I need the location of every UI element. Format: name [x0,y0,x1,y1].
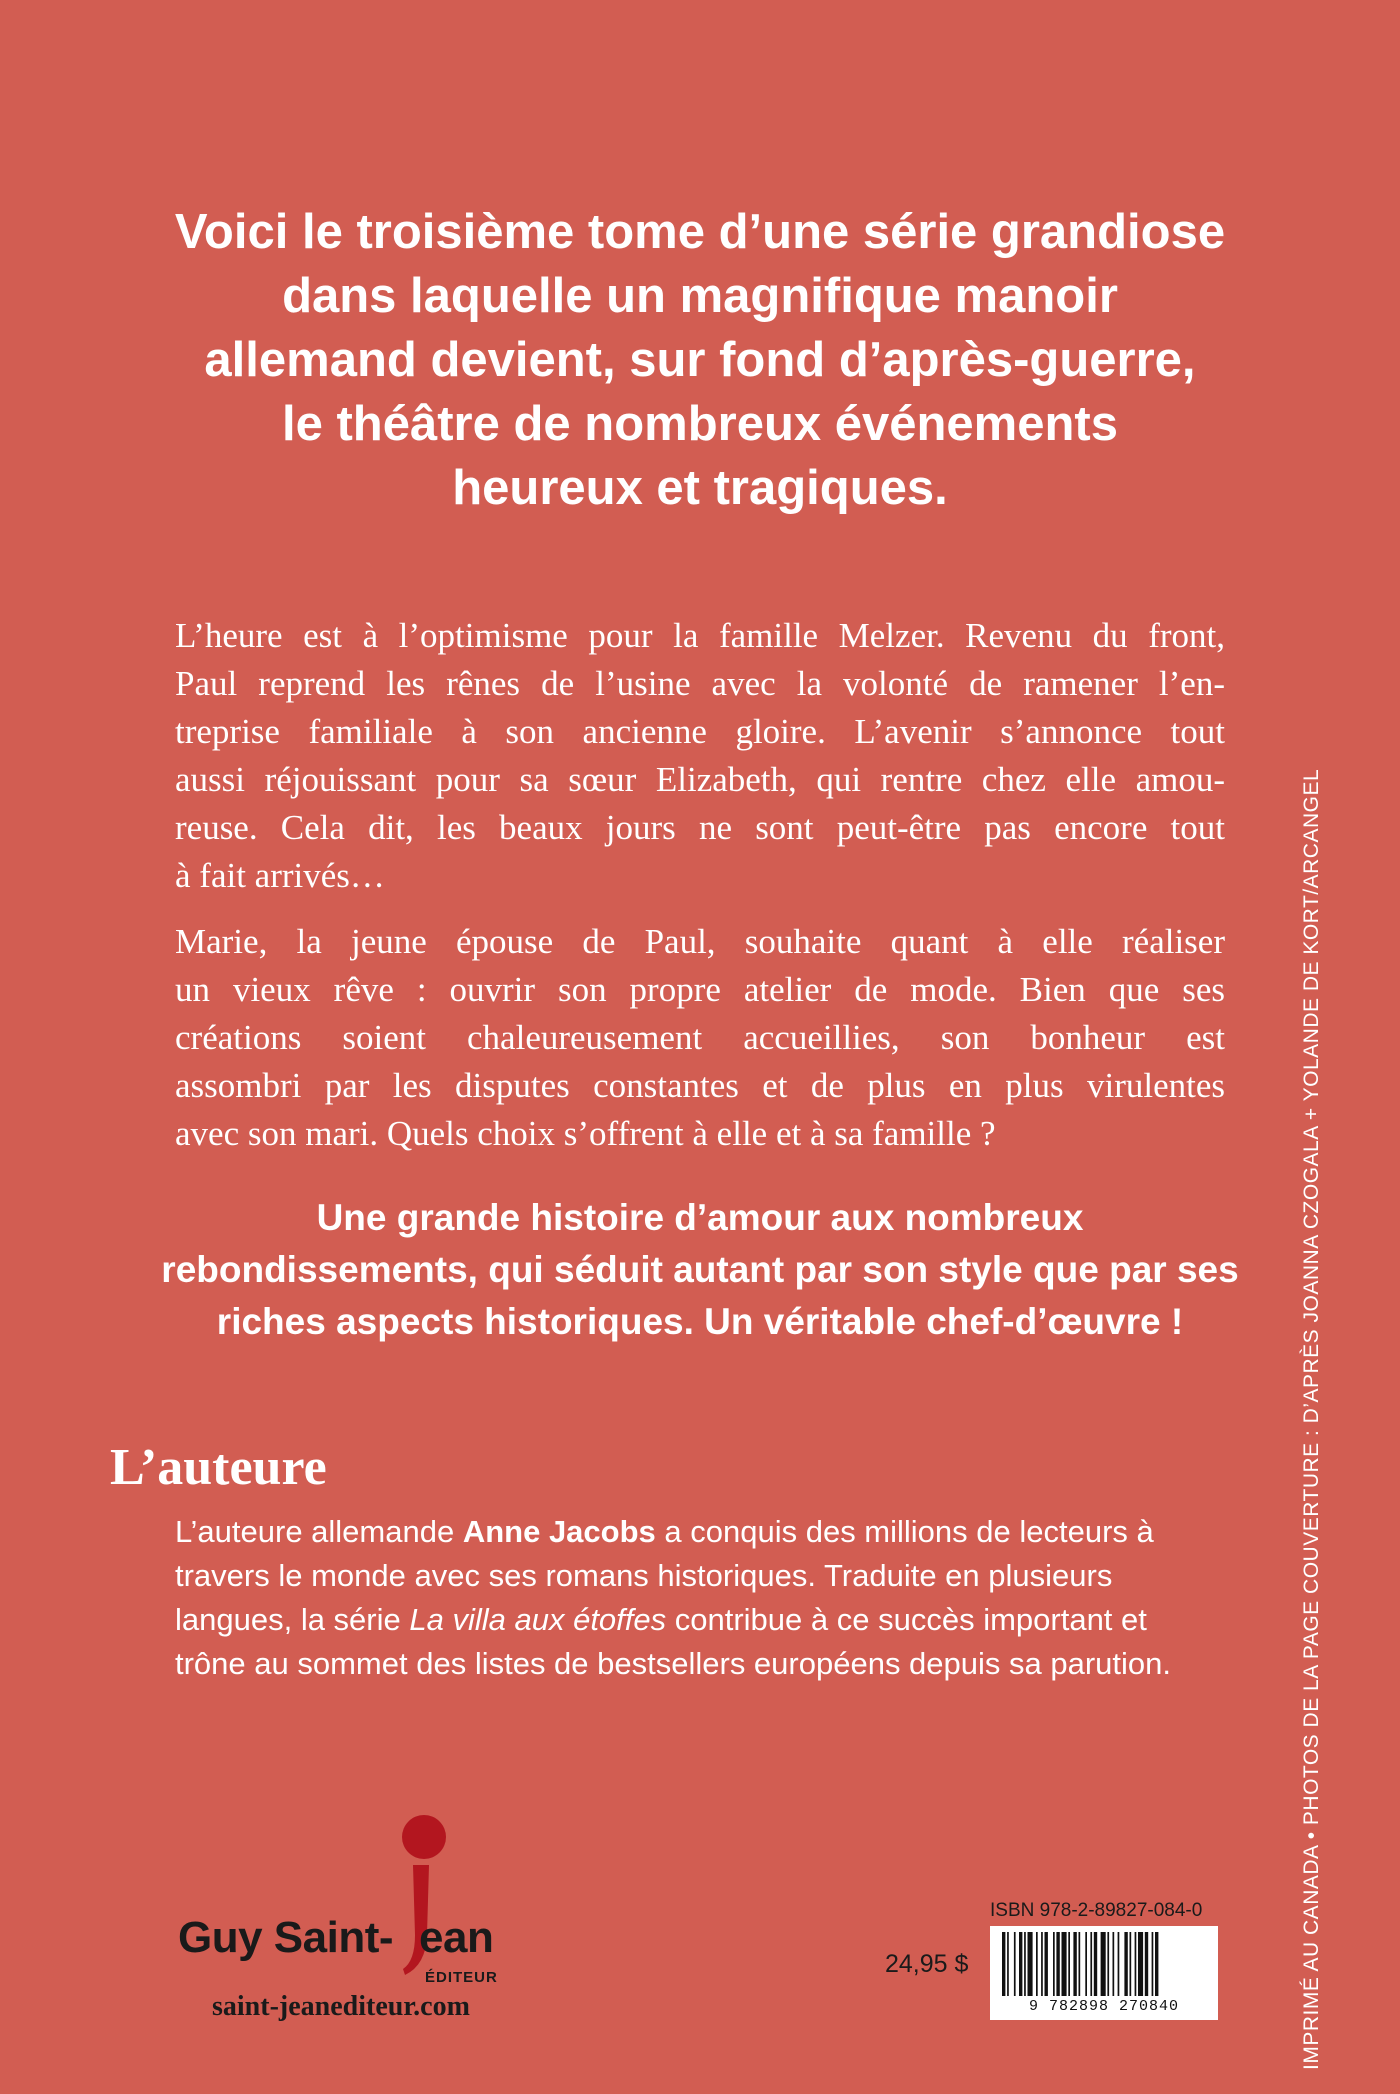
headline-line: allemand devient, sur fond d’après-guerre, [204,333,1196,387]
logo-dot-icon [402,1815,446,1859]
barcode-bar [1014,1932,1016,1996]
synopsis-line: avec son mari. Quels choix s’offrent à elle et à sa famille ? [175,1114,996,1153]
synopsis-line: à fait arrivés… [175,856,385,895]
barcode-bar [1130,1932,1132,1996]
synopsis-line: aussi réjouissant pour sa sœur Elizabeth, qui rentre chez elle amou- [175,760,1225,799]
synopsis-line: assombri par les disputes constantes et de plus en plus virulentes [175,1066,1225,1105]
tagline-line: rebondissements, qui séduit autant par son style que par ses [161,1249,1239,1290]
barcode-bar [1145,1932,1148,1996]
synopsis-line: créations soient chaleureusement accueillies, son bonheur est [175,1018,1225,1057]
publisher-name-part: Guy Saint- [178,1913,394,1962]
barcode [990,1926,1218,2020]
synopsis-line: Paul reprend les rênes de l’usine avec la volonté de ramener l’en- [175,664,1225,703]
barcode-bar [1113,1932,1115,1996]
headline-line: Voici le troisième tome d’une série grandiose [174,205,1226,259]
barcode-bar [1155,1932,1158,1996]
publisher-logo [170,1795,540,2025]
tagline [120,1192,1280,1348]
author-bio-line: trône au sommet des listes de bestsellers européens depuis sa parution. [175,1646,1172,1681]
author-bio-text: langues, la série [175,1602,410,1637]
barcode-bar [1041,1932,1043,1996]
synopsis-line: Marie, la jeune épouse de Paul, souhaite quant à elle réaliser [175,922,1225,961]
tagline-line: riches aspects historiques. Un véritable chef-d’œuvre ! [216,1301,1184,1342]
barcode-bar [1024,1932,1026,1996]
barcode-bar [1036,1932,1038,1996]
publisher-website: saint-jeanediteur.com [212,1991,470,2022]
author-bio-line: travers le monde avec ses romans historiques. Traduite en plusieurs [175,1558,1113,1593]
barcode-bar [1002,1932,1005,1996]
synopsis-paragraph-2 [175,918,1225,1158]
photo-credit: IMPRIMÉ AU CANADA • PHOTOS DE LA PAGE COUVERTURE : D’APRÈS JOANNA CZOGALA + YOLANDE DE KORT/ARCANGEL [1300,768,1323,2070]
barcode-bar [1073,1932,1076,1996]
barcode-bar [1007,1932,1009,1996]
synopsis-line: L’heure est à l’optimisme pour la famille Melzer. Revenu du front, [175,616,1225,655]
price: 24,95 $ [885,1950,969,1978]
headline-line: heureux et tragiques. [452,461,948,515]
author-bio-line [175,1598,1225,1642]
author-heading: L’auteure [110,1439,327,1496]
headline-line: dans laquelle un magnifique manoir [282,269,1118,323]
barcode-bar [1138,1932,1143,1996]
barcode-bar [1135,1932,1137,1996]
synopsis-line: un vieux rêve : ouvrir son propre atelier de mode. Bien que ses [175,970,1225,1009]
author-name: Anne Jacobs [462,1514,656,1549]
barcode-bar [1107,1932,1109,1996]
synopsis-line: treprise familiale à son ancienne gloire. L’avenir s’annonce tout [175,712,1225,751]
barcode-bar [1028,1932,1033,1996]
headline-line: le théâtre de nombreux événements [281,397,1118,451]
headline [140,200,1260,520]
synopsis-paragraph-1 [175,612,1225,900]
barcode-bar [1053,1932,1055,1996]
publisher-name-part: ean [419,1913,494,1962]
barcode-bar [1152,1932,1154,1996]
isbn-label: ISBN 978-2-89827-084-0 [990,1900,1203,1921]
barcode-bar [1056,1932,1059,1996]
author-bio-text: contribue à ce succès important et [666,1602,1147,1637]
barcode-bar [1094,1932,1097,1996]
synopsis-line: reuse. Cela dit, les beaux jours ne sont peut-être pas encore tout [175,808,1225,847]
barcode-digits: 9 782898 270840 [1028,1998,1180,2015]
publisher-editeur: ÉDITEUR [425,1969,498,1986]
author-bio-text: L’auteure allemande [175,1514,463,1549]
barcode-bar [1068,1932,1070,1996]
tagline-line: Une grande histoire d’amour aux nombreux [316,1197,1084,1238]
barcode-bar [1124,1932,1127,1996]
barcode-bar [1090,1932,1092,1996]
barcode-bar [1079,1932,1081,1996]
publisher-name [178,1913,493,1963]
barcode-bar [1085,1932,1087,1996]
barcode-bar [1062,1932,1067,1996]
author-bio-text: a conquis des millions de lecteurs à [655,1514,1154,1549]
series-title: La villa aux étoffes [409,1602,667,1637]
author-bio [175,1510,1225,1686]
barcode-bar [1118,1932,1120,1996]
author-bio-line [175,1510,1225,1554]
barcode-bar [1045,1932,1048,1996]
barcode-bar [1019,1932,1022,1996]
barcode-bar [1101,1932,1106,1996]
